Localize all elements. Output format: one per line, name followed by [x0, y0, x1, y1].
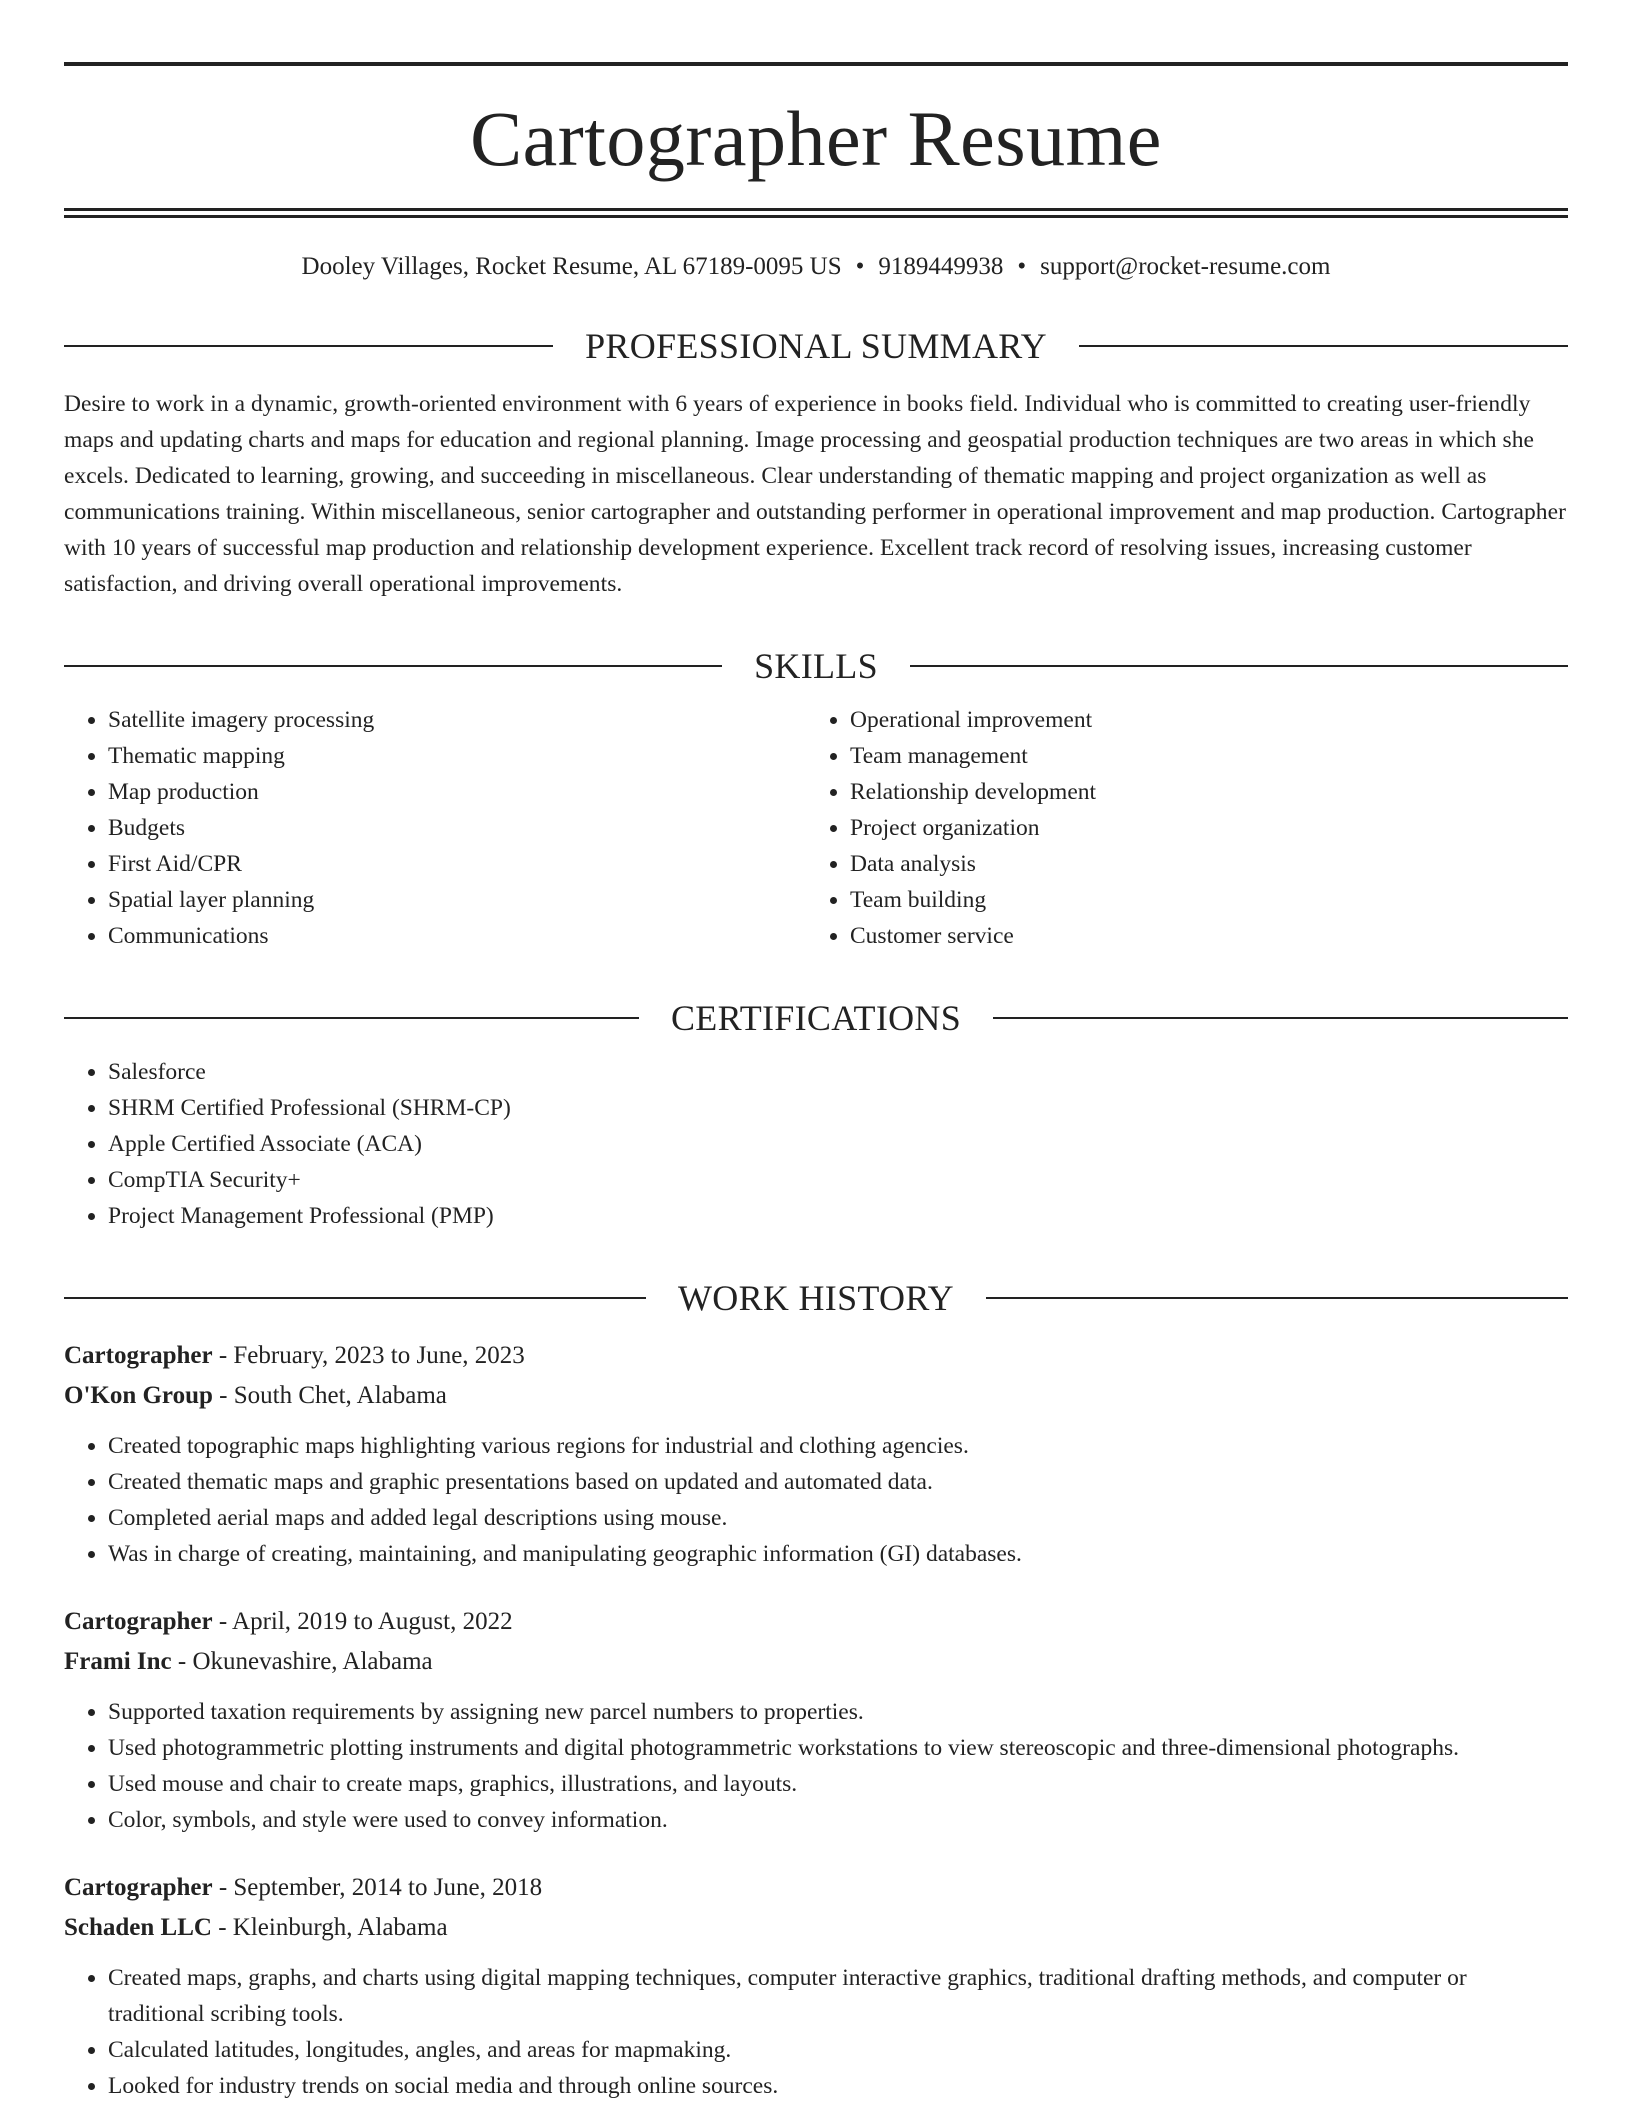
certifications-section-heading: [64, 1000, 1568, 1036]
skill-item: • Map production: [108, 774, 806, 810]
job-bullet: • Created topographic maps highlighting various regions for industrial and clothing agencies.: [108, 1428, 1568, 1464]
skill-item: • Budgets: [108, 810, 806, 846]
certification-item: • SHRM Certified Professional (SHRM-CP): [108, 1090, 1568, 1126]
job-bullet: • Calculated latitudes, longitudes, angles, and areas for mapmaking.: [108, 2032, 1568, 2068]
certification-item: • Project Management Professional (PMP): [108, 1198, 1568, 1234]
contact-separator: •: [855, 253, 865, 280]
job-bullet: • Used photogrammetric plotting instruments and digital photogrammetric workstations to view stereoscopic and three-dimensional photographs.: [108, 1730, 1568, 1766]
certification-item: • CompTIA Security+: [108, 1162, 1568, 1198]
certification-item: • Salesforce: [108, 1054, 1568, 1090]
job-location: - Okunevashire, Alabama: [171, 1648, 433, 1675]
job-bullets: [64, 1428, 1568, 1572]
skill-item: • Project organization: [850, 810, 1548, 846]
work-history-section-heading: [64, 1280, 1568, 1316]
skill-item: • Relationship development: [850, 774, 1548, 810]
skills-grid: [64, 702, 1568, 954]
resume-title: Cartographer Resume: [470, 95, 1162, 182]
heading-rule-right: [910, 665, 1568, 667]
contact-address: Dooley Villages, Rocket Resume, AL 67189-0095 US: [301, 253, 842, 280]
skill-item: • Thematic mapping: [108, 738, 806, 774]
skill-item: • First Aid/CPR: [108, 846, 806, 882]
skill-item: • Satellite imagery processing: [108, 702, 806, 738]
certification-item: • Apple Certified Associate (ACA): [108, 1126, 1568, 1162]
skills-list-right: [806, 702, 1548, 954]
job-bullet: • Looked for industry trends on social media and through online sources.: [108, 2068, 1568, 2104]
contact-email: support@rocket-resume.com: [1040, 253, 1331, 280]
summary-text: Desire to work in a dynamic, growth-oriented environment with 6 years of experience in books field. Individual who is committed to creating user-friendly maps and updating charts and maps for education and regional planning. Image processing and geospatial production techniques are two areas in which she excels. Dedicated to learning, growing, and succeeding in miscellaneous. Clear understanding of thematic mapping and project organization as well as communications training. Within miscellaneous, senior cartographer and outstanding performer in operational improvement and map production. Cartographer with 10 years of successful map production and relationship development experience. Excellent track record of resolving issues, increasing customer satisfaction, and driving overall operational improvements.: [64, 391, 1566, 597]
heading-rule-left: [64, 1297, 646, 1299]
section-title: WORK HISTORY: [678, 1278, 954, 1318]
job-entry: [64, 1602, 1568, 1838]
job-bullets: [64, 1694, 1568, 1838]
skills-section-heading: [64, 648, 1568, 684]
job-title-line: [64, 1868, 1568, 1908]
heading-rule-right: [993, 1017, 1568, 1019]
heading-rule-left: [64, 665, 722, 667]
heading-rule-right: [986, 1297, 1568, 1299]
skill-item: • Team building: [850, 882, 1548, 918]
contact-separator: •: [1017, 253, 1027, 280]
job-title-line: [64, 1602, 1568, 1642]
job-company-line: [64, 1908, 1568, 1948]
heading-rule-left: [64, 345, 553, 347]
section-title: PROFESSIONAL SUMMARY: [585, 326, 1047, 366]
job-bullet: • Supported taxation requirements by assigning new parcel numbers to properties.: [108, 1694, 1568, 1730]
job-entry: [64, 1868, 1568, 2104]
skill-item: • Customer service: [850, 918, 1548, 954]
job-title-line: [64, 1336, 1568, 1376]
job-entry: [64, 1336, 1568, 1572]
certifications-list: [64, 1054, 1568, 1234]
section-title: CERTIFICATIONS: [670, 998, 962, 1038]
skill-item: • Operational improvement: [850, 702, 1548, 738]
skill-item: • Team management: [850, 738, 1548, 774]
job-company: O'Kon Group: [64, 1382, 213, 1409]
heading-rule-right: [1079, 345, 1568, 347]
job-bullets: [64, 1960, 1568, 2104]
job-bullet: • Completed aerial maps and added legal descriptions using mouse.: [108, 1500, 1568, 1536]
job-dates: - April, 2019 to August, 2022: [212, 1608, 513, 1635]
title-double-rule: [64, 208, 1568, 218]
job-dates: - September, 2014 to June, 2018: [212, 1874, 543, 1901]
job-role: Cartographer: [64, 1874, 213, 1901]
job-company: Schaden LLC: [64, 1914, 212, 1941]
job-company-line: [64, 1642, 1568, 1682]
job-company: Frami Inc: [64, 1648, 172, 1675]
skill-item: • Spatial layer planning: [108, 882, 806, 918]
job-company-line: [64, 1376, 1568, 1416]
contact-line: [64, 252, 1568, 282]
job-role: Cartographer: [64, 1342, 213, 1369]
heading-rule-left: [64, 1017, 639, 1019]
summary-section-heading: [64, 328, 1568, 364]
job-bullet: • Used mouse and chair to create maps, graphics, illustrations, and layouts.: [108, 1766, 1568, 1802]
job-bullet: • Was in charge of creating, maintaining, and manipulating geographic information (GI) databases.: [108, 1536, 1568, 1572]
contact-phone: 9189449938: [878, 253, 1004, 280]
job-bullet: • Color, symbols, and style were used to convey information.: [108, 1802, 1568, 1838]
job-bullet: • Created thematic maps and graphic presentations based on updated and automated data.: [108, 1464, 1568, 1500]
job-location: - Kleinburgh, Alabama: [211, 1914, 448, 1941]
job-dates: - February, 2023 to June, 2023: [212, 1342, 525, 1369]
job-role: Cartographer: [64, 1608, 213, 1635]
skill-item: • Communications: [108, 918, 806, 954]
job-location: - South Chet, Alabama: [212, 1382, 447, 1409]
skills-list-left: [64, 702, 806, 954]
job-bullet: • Created maps, graphs, and charts using digital mapping techniques, computer interactive graphics, traditional drafting methods, and computer or traditional scribing tools.: [108, 1960, 1568, 2032]
section-title: SKILLS: [754, 646, 878, 686]
skill-item: • Data analysis: [850, 846, 1548, 882]
top-rule: [64, 62, 1568, 66]
